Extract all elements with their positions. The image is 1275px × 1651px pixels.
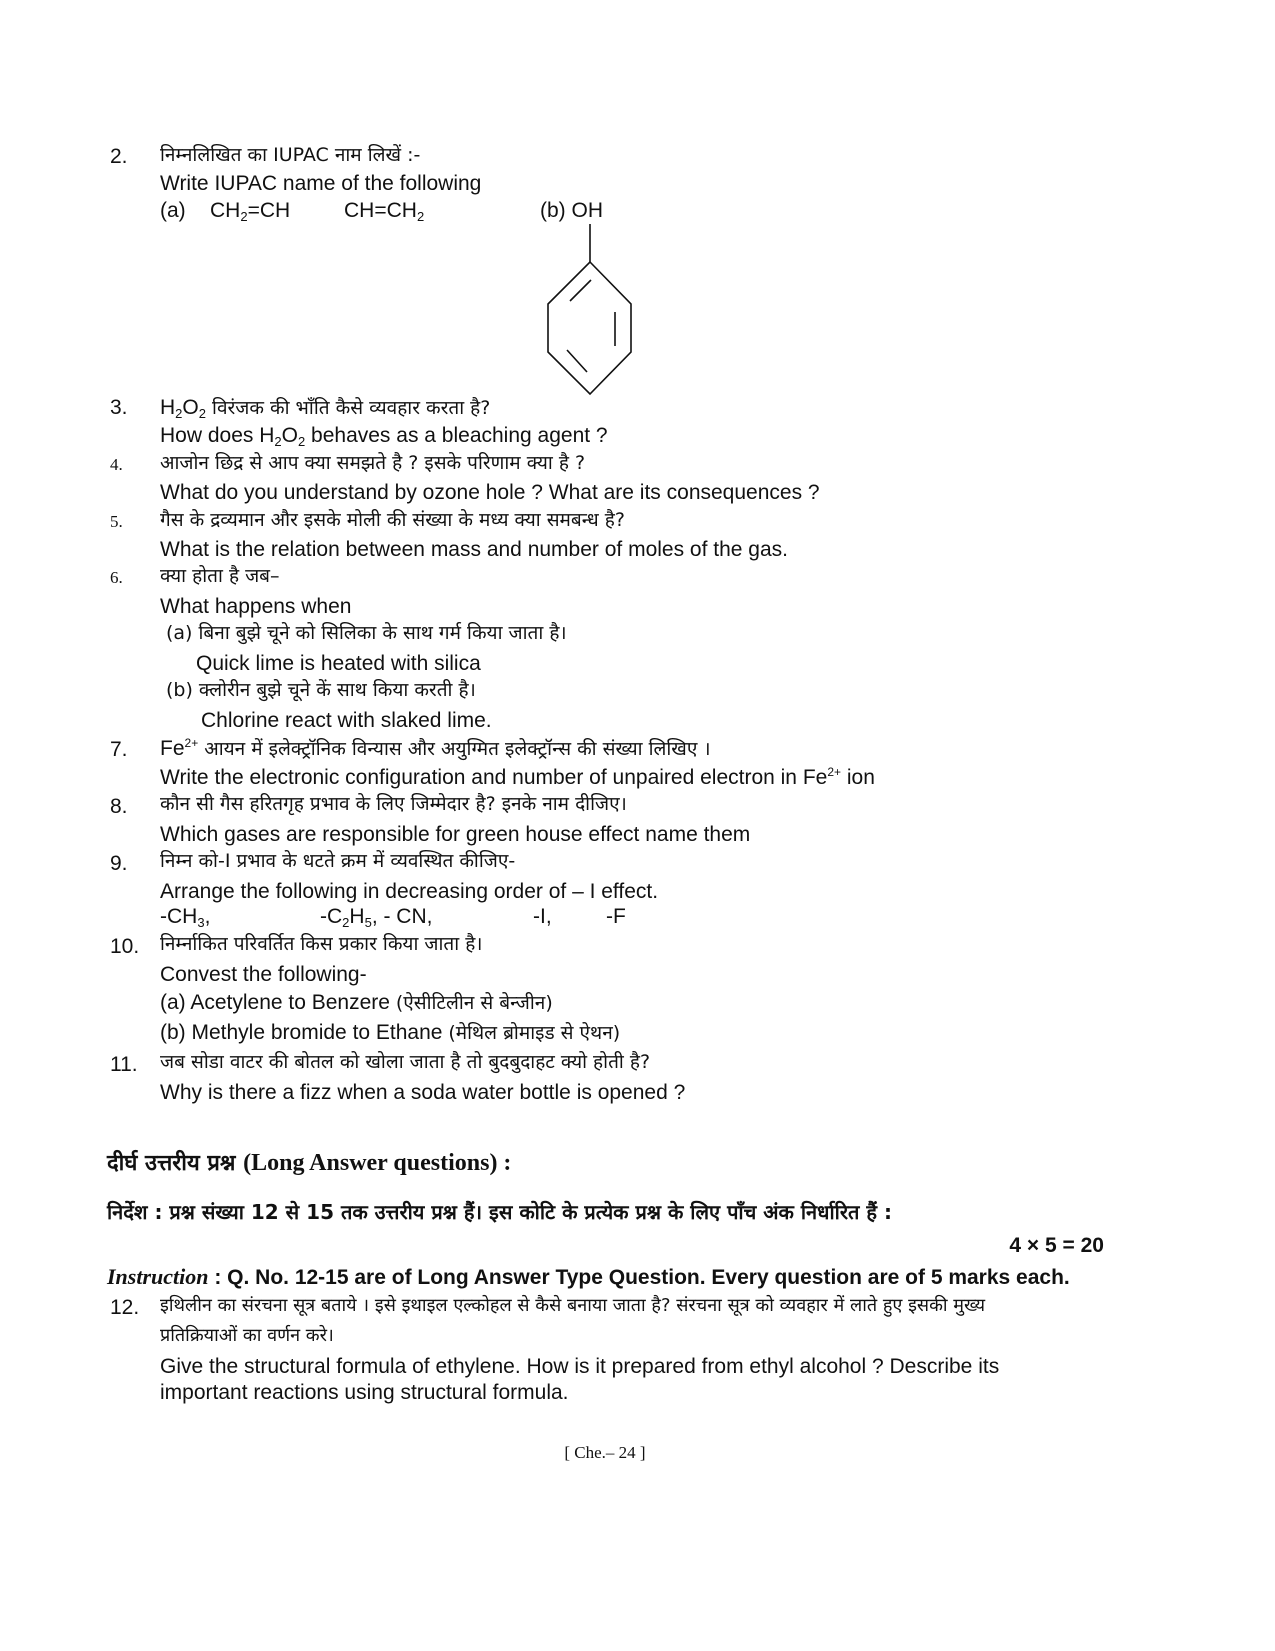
option-text-english: (a) Acetylene to Benzere: [160, 991, 396, 1014]
question-number: 5.: [110, 512, 123, 531]
q8-hindi-text: कौन सी गैस हरितगृह प्रभाव के लिए जिम्मेदार है? इनके नाम दीजिए।: [160, 793, 627, 815]
q6-option-b-english: Chlorine react with slaked lime.: [201, 709, 492, 732]
q6-option-b-hindi: (b) क्लोरीन बुझे चूने कें साथ किया करती है।: [166, 679, 476, 701]
q10-option-a: [160, 991, 553, 1015]
q7-hindi-text: [160, 737, 711, 761]
formula-part: CH: [210, 199, 241, 222]
text-part: behaves as a bleaching agent ?: [305, 424, 608, 447]
phenol-benzene-ring-diagram: [545, 222, 635, 397]
q12-hindi-line-2: प्रतिक्रियाओं का वर्णन करे।: [160, 1325, 334, 1346]
question-number: 7.: [110, 738, 128, 761]
question-number: 6.: [110, 568, 123, 587]
q2-hindi-text: निम्नलिखित का IUPAC नाम लिखें :-: [160, 144, 421, 166]
q2-english-text: Write IUPAC name of the following: [160, 172, 482, 195]
question-number: 10.: [110, 935, 140, 958]
q6-option-a-english: Quick lime is heated with silica: [196, 652, 481, 675]
q5-hindi-text: गैस के द्रव्यमान और इसके मोली की संख्या के मध्य क्या समबन्ध है?: [160, 509, 625, 531]
formula-part: H: [160, 396, 176, 419]
instruction-label: Instruction: [107, 1264, 209, 1289]
q10-english-text: Convest the following-: [160, 963, 367, 986]
superscript: 2+: [184, 736, 199, 750]
option-text-hindi: (ऐसीटिलीन से बेन्जीन): [395, 992, 553, 1014]
q3-hindi-text: [160, 396, 490, 420]
q9-hindi-text: निम्न को-I प्रभाव के धटते क्रम में व्यवस्थित कीजिए-: [160, 850, 516, 872]
subscript: 2: [416, 209, 425, 224]
question-number: 11.: [110, 1053, 138, 1076]
formula-part: -CH: [160, 905, 198, 928]
formula-part: ,: [204, 905, 211, 928]
formula-part: -C: [320, 905, 343, 928]
q4-english-text: What do you understand by ozone hole ? What are its consequences ?: [160, 481, 820, 504]
q8-english-text: Which gases are responsible for green house effect name them: [160, 823, 751, 846]
question-number: 3.: [110, 396, 128, 419]
option-text-english: (b) Methyle bromide to Ethane: [160, 1021, 449, 1044]
q12-hindi-line-1: इथिलीन का संरचना सूत्र बताये । इसे इथाइल एल्कोहल से कैसे बनाया जाता है? संरचना सूत्र को व्यवहार में लाते हुए इसकी मुख्य: [160, 1295, 986, 1316]
q12-english-line-1: Give the structural formula of ethylene. How is it prepared from ethyl alcohol ? Describe its: [160, 1355, 1000, 1378]
formula-part: =CH: [247, 199, 291, 222]
question-number: 12.: [110, 1296, 140, 1319]
formula-part: H: [349, 905, 365, 928]
q10-option-b: [160, 1021, 620, 1045]
q2-option-b-label: (b) OH: [540, 199, 603, 222]
question-number: 4.: [110, 455, 123, 474]
q9-group-f: -F: [606, 905, 626, 928]
page-footer: [ Che.– 24 ]: [564, 1443, 646, 1462]
q2-formula-a1: [210, 199, 290, 223]
formula-part: O: [182, 396, 199, 419]
q2-option-a: [160, 199, 186, 223]
q2-formula-a2: [344, 199, 424, 223]
subscript: 3: [197, 915, 205, 930]
text-part: O: [281, 424, 298, 447]
instruction-text: : Q. No. 12-15 are of Long Answer Type Question. Every question are of 5 marks each.: [208, 1266, 1070, 1289]
text-part: How does H: [160, 424, 275, 447]
section-heading: [107, 1150, 511, 1178]
q9-english-text: Arrange the following in decreasing order of – I effect.: [160, 880, 659, 903]
text-part: ion: [841, 766, 875, 789]
q12-english-line-2: important reactions using structural formula.: [160, 1381, 569, 1404]
q3-english-text: [160, 424, 608, 448]
question-number: 9.: [110, 852, 128, 875]
question-number: 2.: [110, 145, 128, 168]
hindi-question: आयन में इलेक्ट्रॉनिक विन्यास और अयुग्मित इलेक्ट्रॉन्स की संख्या लिखिए ।: [198, 738, 711, 760]
marks-total: 4 × 5 = 20: [1009, 1234, 1104, 1257]
subscript: 2: [198, 406, 206, 421]
subscript: 2: [274, 434, 282, 449]
subscript: 2: [342, 915, 350, 930]
double-bond-line: [570, 280, 591, 301]
q7-english-text: [160, 766, 875, 790]
q11-english-text: Why is there a fizz when a soda water bottle is opened ?: [160, 1081, 686, 1104]
text-part: Write the electronic configuration and number of unpaired electron in Fe: [160, 766, 828, 789]
heading-hindi: दीर्घ उत्तरीय प्रश्न: [107, 1151, 244, 1176]
option-text-hindi: (मेथिल ब्रोमाइड से ऐथन): [448, 1022, 621, 1044]
hindi-question: विरंजक की भाँति कैसे व्यवहार करता है?: [205, 397, 491, 419]
option-a-label: (a): [160, 199, 186, 222]
q6-option-a-hindi: (a) बिना बुझे चूने को सिलिका के साथ गर्म किया जाता है।: [166, 622, 567, 644]
q4-hindi-text: आजोन छिद्र से आप क्या समझते है ? इसके परिणाम क्या है ?: [160, 452, 586, 474]
formula-part: Fe: [160, 737, 185, 760]
q9-group-c2h5-cn: [320, 905, 432, 929]
q5-english-text: What is the relation between mass and number of moles of the gas.: [160, 538, 789, 561]
instruction-english: [107, 1264, 1070, 1290]
subscript: 2: [297, 434, 306, 449]
q9-group-ch3: [160, 905, 210, 929]
instruction-hindi: निर्देश : प्रश्न संख्या 12 से 15 तक उत्तरीय प्रश्न हैं। इस कोटि के प्रत्येक प्रश्न के लिए पाँच अंक निर्धारित हैं :: [107, 1200, 892, 1224]
question-number: 8.: [110, 795, 128, 818]
q6-hindi-text: क्या होता है जब–: [160, 565, 280, 587]
heading-english: (Long Answer questions) :: [243, 1150, 512, 1176]
subscript: 5: [364, 915, 372, 930]
q6-english-text: What happens when: [160, 595, 352, 618]
subscript: 2: [175, 406, 183, 421]
q9-group-i: -I,: [533, 905, 552, 928]
double-bond-line: [567, 350, 587, 372]
q11-hindi-text: जब सोडा वाटर की बोतल को खोला जाता है तो बुदबुदाहट क्यो होती है?: [160, 1051, 651, 1073]
q10-hindi-text: निर्म्नाकित परिवर्तित किस प्रकार किया जाता है।: [160, 933, 483, 955]
subscript: 2: [240, 209, 248, 224]
formula-part: , - CN,: [371, 905, 433, 928]
superscript: 2+: [827, 765, 842, 779]
formula-part: CH=CH: [344, 199, 417, 222]
